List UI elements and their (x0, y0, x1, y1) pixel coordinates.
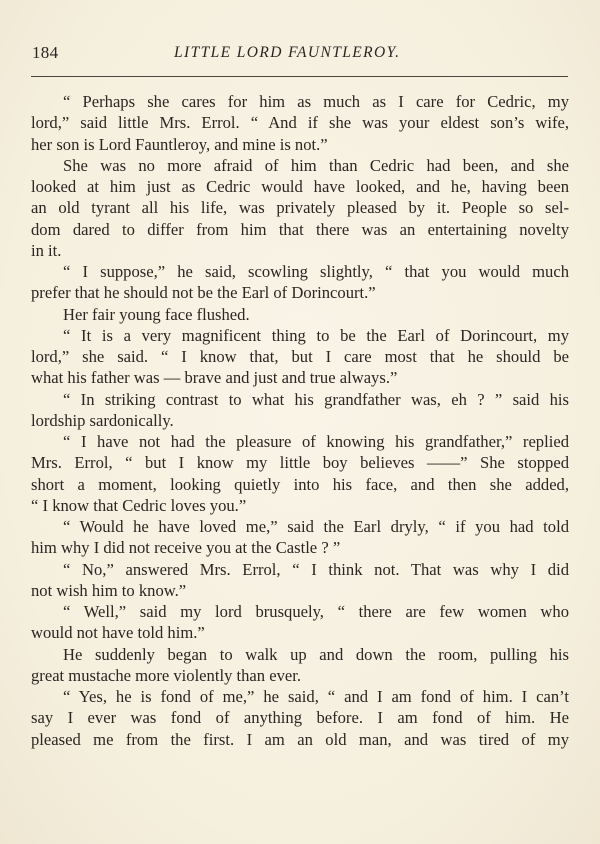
text-line: him why I did not receive you at the Castle ? ” (31, 538, 341, 558)
text-line: dom dared to differ from him that there was an entertaining novelty (31, 219, 569, 239)
text-line: lordship sardonically. (31, 410, 174, 430)
text-line: “ Perhaps she cares for him as much as I care for Cedric, my (63, 92, 569, 111)
header-rule (31, 76, 568, 77)
text-line: Mrs. Errol, “ but I know my little boy believes ——” She stopped (31, 453, 569, 473)
text-line: “ No,” answered Mrs. Errol, “ I think not. That was why I did (63, 559, 569, 579)
text-line: Her fair young face flushed. (63, 304, 250, 324)
page-header (32, 43, 568, 67)
text-line: what his father was — brave and just and true always.” (31, 368, 398, 388)
text-line: pleased me from the first. I am an old man, and was tired of my (31, 729, 569, 749)
text-line: He suddenly began to walk up and down the room, pulling his (63, 644, 569, 664)
text-line: in it. (31, 240, 62, 260)
text-line: an old tyrant all his life, was privately pleased by it. People so sel- (31, 198, 569, 218)
text-line: “ It is a very magnificent thing to be the Earl of Dorincourt, my (63, 325, 569, 345)
text-line: “ I suppose,” he said, scowling slightly, “ that you would much (63, 262, 569, 281)
text-line: “ Yes, he is fond of me,” he said, “ and I am fond of him. I can’t (63, 687, 569, 706)
page-number: 184 (32, 43, 59, 62)
text-line: “ I have not had the pleasure of knowing his grandfather,” replied (63, 432, 569, 451)
text-line: great mustache more violently than ever. (31, 665, 302, 685)
text-line: looked at him just as Cedric would have looked, and he, having been (31, 177, 569, 196)
text-line: short a moment, looking quietly into his face, and then she added, (31, 474, 569, 494)
text-line: would not have told him.” (31, 623, 205, 643)
running-head: LITTLE LORD FAUNTLEROY. (174, 44, 401, 61)
text-line: not wish him to know.” (31, 580, 187, 600)
text-line: “ Would he have loved me,” said the Earl dryly, “ if you had told (63, 517, 569, 536)
text-line: her son is Lord Fauntleroy, and mine is not.” (31, 134, 328, 154)
text-line: lord,” said little Mrs. Errol. “ And if she was your eldest son’s wife, (31, 113, 569, 133)
text-line: She was no more afraid of him than Cedric had been, and she (63, 155, 569, 175)
text-line: “ I know that Cedric loves you.” (31, 495, 247, 515)
text-line: “ In striking contrast to what his grandfather was, eh ? ” said his (63, 389, 569, 409)
text-line: say I ever was fond of anything before. I am fond of him. He (31, 708, 569, 728)
text-line: prefer that he should not be the Earl of Dorincourt.” (31, 283, 376, 303)
text-line: “ Well,” said my lord brusquely, “ there are few women who (63, 602, 569, 621)
body-text (31, 91, 569, 750)
text-line: lord,” she said. “ I know that, but I care most that he should be (31, 347, 569, 366)
